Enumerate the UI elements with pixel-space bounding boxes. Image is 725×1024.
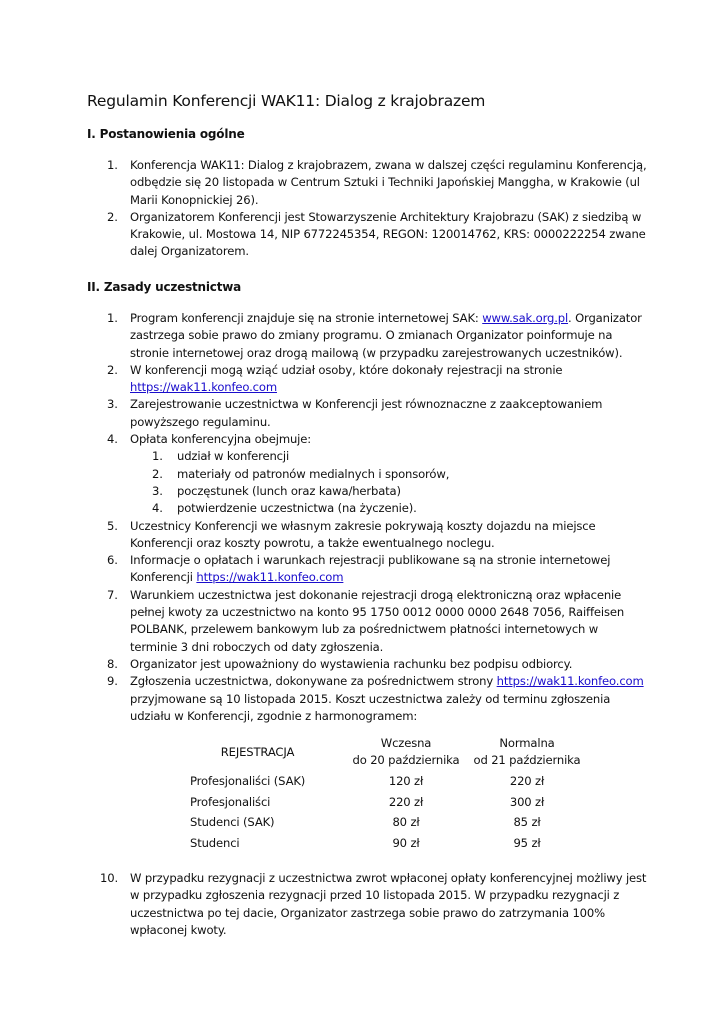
item-text: W konferencji mogą wziąć udział osoby, które dokonały rejestracji na stronie bbox=[130, 362, 563, 377]
list-item bbox=[87, 209, 647, 261]
item-number: 1. bbox=[107, 158, 118, 172]
header-registration: REJESTRACJA bbox=[220, 744, 295, 759]
normal-fee: 300 zł bbox=[509, 794, 545, 809]
table-row bbox=[190, 833, 582, 854]
item-text: przyjmowane są 10 listopada 2015. Koszt uczestnictwa zależy od terminu zgłoszenia udziału w Konferencji, zgodnie z harmonogramem: bbox=[130, 691, 611, 723]
item-number: 3. bbox=[152, 483, 163, 498]
sublist-item bbox=[87, 448, 647, 465]
fee-includes-sublist bbox=[130, 448, 647, 517]
item-text: Warunkiem uczestnictwa jest dokonanie rejestracji drogą elektroniczną oraz wpłacenie pełnej kwoty za uczestnictwo na konto 95 1750 0012 0000 0000 2648 7056, Raiffeisen POLBANK, przelewem bankowym lub za pośrednictwem płatności internetowych w terminie 3 dni roboczych od daty zgłoszenia. bbox=[130, 587, 625, 654]
early-fee: 90 zł bbox=[392, 835, 420, 850]
item-number: 8. bbox=[107, 656, 118, 671]
item-number: 1. bbox=[152, 449, 163, 464]
item-text: Uczestnicy Konferencji we własnym zakresie pokrywają koszty dojazdu na miejsce Konferencji oraz koszty powrotu, a także ewentualnego noclegu. bbox=[130, 518, 596, 550]
table-row bbox=[190, 792, 582, 813]
list-item bbox=[87, 431, 647, 517]
normal-fee: 85 zł bbox=[513, 815, 541, 830]
item-text: Konferencja WAK11: Dialog z krajobrazem, zwana w dalszej części regulaminu Konferencją, odbędzie się 20 listopada w Centrum Sztuki i Techniki Japońskiej Manggha, w Krakowie (ul Marii Konopnickiej 26). bbox=[130, 158, 647, 207]
table-row bbox=[190, 812, 582, 833]
item-text: Organizator jest upoważniony do wystawienia rachunku bez podpisu odbiorcy. bbox=[130, 656, 573, 671]
normal-fee: 220 zł bbox=[509, 774, 545, 789]
konfeo-registration-link[interactable]: https://wak11.konfeo.com bbox=[130, 380, 277, 395]
item-text: . Organizator zastrzega sobie prawo do zmiany programu. O zmianach Organizator poinformuje na stronie internetowej oraz drogą mailową (w przypadku zarejestrowanych uczestników). bbox=[130, 311, 642, 360]
item-number: 3. bbox=[107, 397, 118, 412]
item-text: Program konferencji znajduje się na stronie internetowej SAK: bbox=[130, 311, 483, 325]
item-text: Opłata konferencyjna obejmuje: bbox=[130, 432, 311, 447]
normal-fee: 95 zł bbox=[513, 835, 541, 850]
item-text: Organizatorem Konferencji jest Stowarzyszenie Architektury Krajobrazu (SAK) z siedzibą w Krakowie, ul. Mostowa 14, NIP 6772245354, REGON: 120014762, KRS: 0000222254 zwane dalej Organizatorem. bbox=[130, 209, 646, 259]
early-fee: 80 zł bbox=[392, 815, 420, 830]
item-number: 6. bbox=[107, 553, 118, 568]
participation-rules-list bbox=[87, 310, 647, 725]
list-item bbox=[87, 870, 647, 939]
item-text: poczęstunek (lunch oraz kawa/herbata) bbox=[177, 483, 401, 498]
participant-category: Studenci bbox=[190, 835, 240, 850]
table-row bbox=[190, 771, 582, 792]
item-number: 10. bbox=[100, 871, 118, 885]
sak-website-link[interactable]: www.sak.org.pl bbox=[482, 311, 569, 325]
header-early: Wczesna do 20 października bbox=[352, 736, 460, 767]
early-fee: 220 zł bbox=[388, 794, 424, 809]
item-number: 5. bbox=[107, 518, 118, 533]
konfeo-info-link[interactable]: https://wak11.konfeo.com bbox=[196, 570, 344, 585]
item-number: 2. bbox=[152, 466, 163, 481]
list-item bbox=[87, 310, 647, 362]
item-number: 2. bbox=[107, 362, 118, 377]
item-text: udział w konferencji bbox=[177, 449, 290, 464]
general-provisions-list bbox=[87, 157, 647, 261]
item-number: 1. bbox=[107, 311, 118, 325]
list-item bbox=[87, 157, 647, 209]
participant-category: Profesjonaliści (SAK) bbox=[190, 774, 306, 789]
section-heading-participation: II. Zasady uczestnictwa bbox=[87, 280, 242, 294]
participation-rules-list-continued bbox=[87, 870, 647, 939]
list-item bbox=[87, 587, 647, 656]
list-item bbox=[87, 673, 647, 725]
item-text: Zarejestrowanie uczestnictwa w Konferencji jest równoznaczne z zaakceptowaniem powyższego regulaminu. bbox=[130, 397, 603, 429]
item-number: 4. bbox=[107, 432, 118, 447]
fee-table bbox=[190, 735, 582, 853]
konfeo-application-link[interactable]: https://wak11.konfeo.com bbox=[496, 674, 644, 689]
item-text: materiały od patronów medialnych i sponsorów, bbox=[177, 466, 450, 481]
item-number: 9. bbox=[107, 674, 118, 689]
participant-category: Studenci (SAK) bbox=[190, 815, 275, 830]
item-text: W przypadku rezygnacji z uczestnictwa zwrot wpłaconej opłaty konferencyjnej możliwy jest w przypadku zgłoszenia rezygnacji przed 10 listopada 2015. W przypadku rezygnacji z uczestnictwa po tej dacie, Organizator zastrzega sobie prawo do zatrzymania 100% wpłaconej kwoty. bbox=[130, 871, 647, 937]
sublist-item bbox=[87, 500, 647, 517]
list-item bbox=[87, 396, 647, 431]
list-item bbox=[87, 518, 647, 553]
item-number: 2. bbox=[107, 209, 118, 224]
item-text: potwierdzenie uczestnictwa (na życzenie). bbox=[177, 501, 417, 516]
list-item bbox=[87, 656, 647, 673]
sublist-item bbox=[87, 466, 647, 483]
item-number: 4. bbox=[152, 501, 163, 516]
sublist-item bbox=[87, 483, 647, 500]
item-text: Zgłoszenia uczestnictwa, dokonywane za pośrednictwem strony bbox=[130, 674, 497, 689]
list-item bbox=[87, 552, 647, 587]
header-normal: Normalna od 21 października bbox=[473, 736, 581, 767]
fee-table-header-row bbox=[190, 735, 582, 771]
document-title: Regulamin Konferencji WAK11: Dialog z krajobrazem bbox=[87, 92, 486, 110]
list-item bbox=[87, 362, 647, 397]
participant-category: Profesjonaliści bbox=[190, 794, 271, 809]
item-number: 7. bbox=[107, 587, 118, 602]
section-heading-general: I. Postanowienia ogólne bbox=[87, 127, 245, 141]
early-fee: 120 zł bbox=[388, 774, 424, 789]
item-text: Informacje o opłatach i warunkach rejestracji publikowane są na stronie internetowej Konferencji bbox=[130, 553, 611, 585]
